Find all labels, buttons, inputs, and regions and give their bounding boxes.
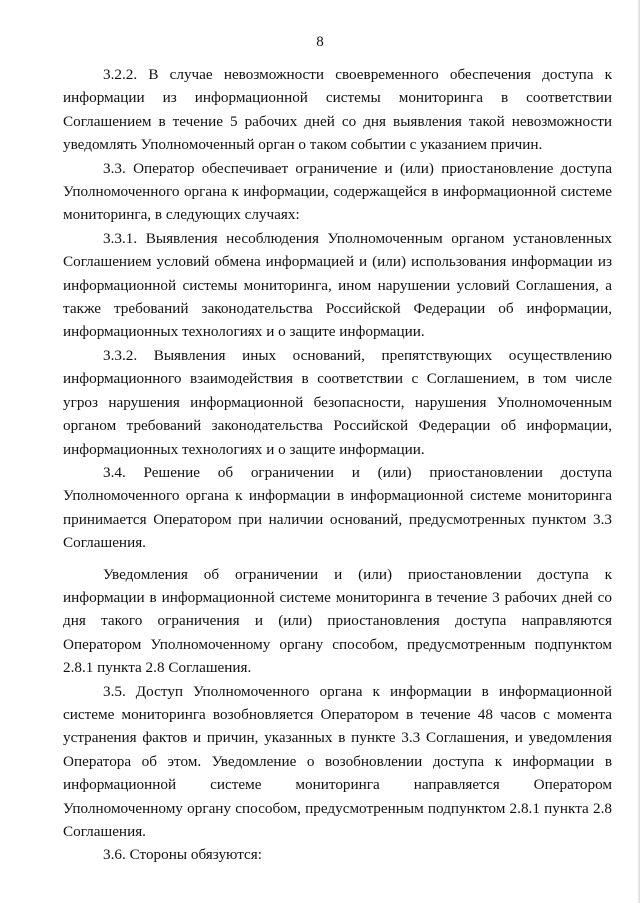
paragraph-3-4: 3.4. Решение об ограничении и (или) приостановлении доступа Уполномоченного органа к информации в информационной системе мониторинга принимается Оператором при наличии оснований, предусмотренных пунктом 3.3 Соглашения.	[63, 463, 612, 552]
paragraph-3-6: 3.6. Стороны обязуются:	[103, 846, 262, 864]
paragraph-3-3: 3.3. Оператор обеспечивает ограничение и (или) приостановление доступа Уполномоченного органа к информации, содержащейся в информационной системе мониторинга, в следующих случаях:	[63, 159, 612, 224]
paragraph-3-3-1: 3.3.1. Выявления несоблюдения Уполномоченным органом установленных Соглашением условий обмена информацией и (или) использования информации из информационной системы мониторинга, ином нарушении условий Соглашения, а также требований законодательства Российской Федерации об информации, информационных технологиях и о защите информации.	[63, 229, 612, 341]
page-number: 8	[316, 34, 324, 50]
paragraph-3-2-2: 3.2.2. В случае невозможности своевременного обеспечения доступа к информации из информационной системы мониторинга в соответствии Соглашением в течение 5 рабочих дней со дня выявления такой невозможности уведомлять Уполномоченный орган о таком событии с указанием причин.	[63, 66, 612, 154]
document-body	[63, 63, 612, 867]
paragraph-notification: Уведомления об ограничении и (или) приостановлении доступа к информации в информационной системе мониторинга в течение 3 рабочих дней со дня такого ограничения и (или) приостановления доступа направляются Оператором Уполномоченному органу способом, предусмотренным подпунктом 2.8.1 пункта 2.8 Соглашения.	[63, 565, 612, 677]
paragraph-3-3-2: 3.3.2. Выявления иных оснований, препятствующих осуществлению информационного взаимодействия в соответствии с Соглашением, в том числе угроз нарушения информационной безопасности, нарушения Уполномоченным органом требований законодательства Российской Федерации об информации, информационных технологиях и о защите информации.	[63, 346, 612, 458]
paragraph-3-5: 3.5. Доступ Уполномоченного органа к информации в информационной системе мониторинга возобновляется Оператором в течение 48 часов с момента устранения фактов и причин, указанных в пункте 3.3 Соглашения, и уведомления Оператора об этом. Уведомление о возобновлении доступа к информации в информационной системе мониторинга направляется Оператором Уполномоченному органу способом, предусмотренным подпунктом 2.8.1 пункта 2.8 Соглашения.	[63, 682, 612, 840]
